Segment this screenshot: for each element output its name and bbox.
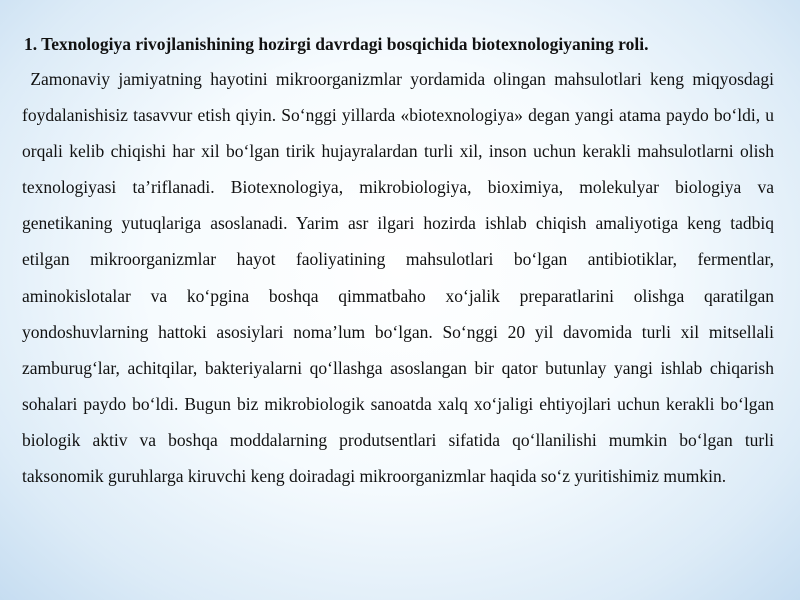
slide-paragraph-text: Zamonaviy jamiyatning hayotini mikroorganizmlar yordamida olingan mahsulotlari keng miqyosdagi foydalanishisiz tasavvur etish qiyin. So‘nggi yillarda «biotexnologiya» degan yangi atama paydo bo‘ldi, u orqali kelib chiqishi har xil bo‘lgan tirik hujayralardan turli xil, inson uchun kerakli mahsulotlarni olish texnologiyasi ta’riflanadi. Biotexnologiya, mikrobiologiya, bioximiya, molekulyar biologiya va genetikaning yutuqlariga asoslanadi. Yarim asr ilgari hozirda ishlab chiqish amaliyotiga keng tadbiq etilgan mikroorganizmlar hayot faoliyatining mahsulotlari bo‘lgan antibiotiklar, fermentlar, aminokislotalar va ko‘pgina boshqa qimmatbaho xo‘jalik preparatlarini olishga qaratilgan yondoshuvlarning hattoki asosiylari noma’lum bo‘lgan. So‘nggi 20 yil davomida turli xil mitsellali zamburug‘lar, achitqilar, bakteriyalarni qo‘llashga asoslangan bir qator butunlay yangi ishlab chiqarish sohalari paydo bo‘ldi. Bugun biz mikrobiologik sanoatda xalq xo‘jaligi ehtiyojlari uchun kerakli bo‘lgan biologik aktiv va boshqa moddalarning produtsentlari sifatida qo‘llanilishi mumkin bo‘lgan turli taksonomik guruhlarga kiruvchi keng doiradagi mikroorganizmlar haqida so‘z yuritishimiz mumkin. <box>22 69 775 487</box>
slide-heading: 1. Texnologiya rivojlanishining hozirgi davrdagi bosqichida biotexnologiyaning roli. <box>24 34 649 54</box>
slide-paragraph <box>22 61 774 494</box>
